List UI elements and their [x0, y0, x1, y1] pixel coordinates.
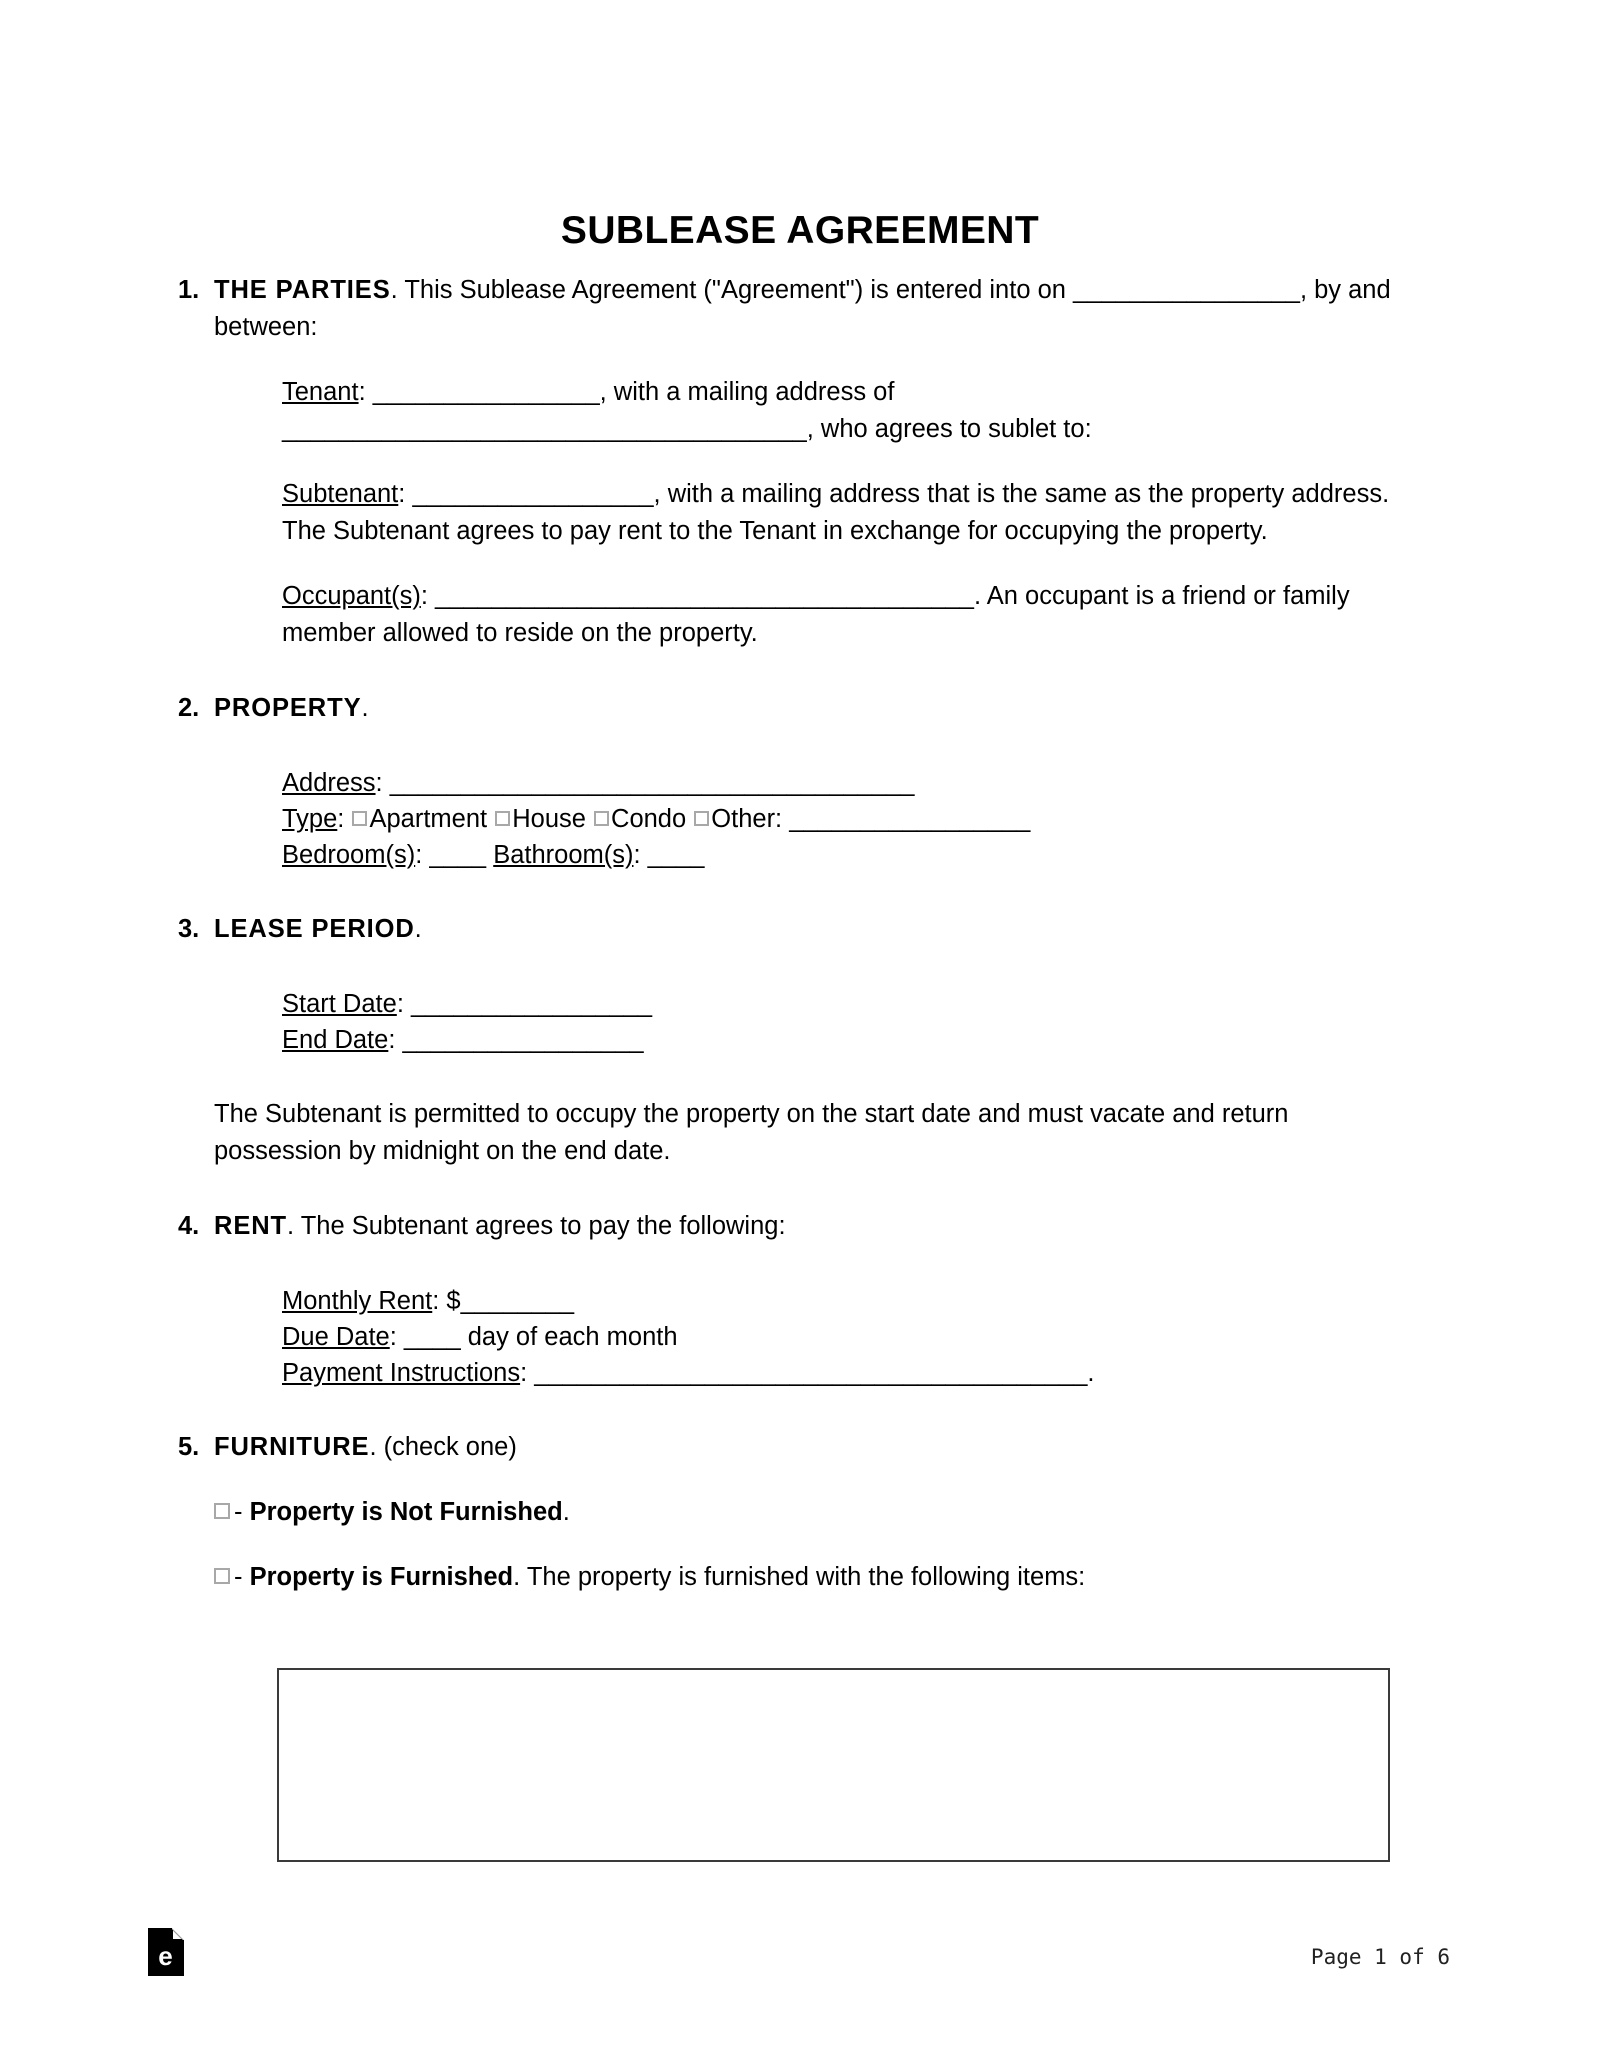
- section-number-3: 3.: [178, 915, 200, 943]
- section-furniture-intro: . (check one): [369, 1433, 517, 1461]
- monthly-rent-row: [282, 1283, 1403, 1319]
- occupant-fill-line[interactable]: : ______________________________________. An occupant is a friend or family member allowed to reside on the property.: [282, 582, 1350, 647]
- not-furnished-dash: -: [234, 1498, 250, 1526]
- type-colon: :: [337, 805, 345, 833]
- type-label: Type: [282, 805, 338, 833]
- payment-instructions-fill-line[interactable]: : _______________________________________.: [520, 1359, 1095, 1387]
- payment-instructions-row: [282, 1355, 1403, 1391]
- checkbox-condo[interactable]: [594, 811, 609, 826]
- not-furnished-label: Property is Not Furnished: [249, 1498, 563, 1526]
- bathrooms-label: Bathroom(s): [493, 841, 634, 869]
- eforms-logo-icon: [148, 1928, 184, 1976]
- page-number: Page 1 of 6: [1310, 1945, 1450, 1969]
- end-date-row: [282, 1022, 1403, 1058]
- section-heading-the-parties: THE PARTIES: [214, 276, 391, 304]
- page-title: SUBLEASE AGREEMENT: [560, 209, 1040, 253]
- type-option-apartment: Apartment: [369, 805, 488, 833]
- monthly-rent-fill-line[interactable]: : $________: [432, 1287, 575, 1315]
- spacer: [178, 1058, 1403, 1096]
- occupant-block: [282, 578, 1403, 652]
- bedrooms-label: Bedroom(s): [282, 841, 416, 869]
- section-the-parties: [178, 272, 1403, 346]
- subtenant-block: [282, 476, 1403, 550]
- section-heading-lease-period: LEASE PERIOD: [214, 915, 415, 943]
- checkbox-other[interactable]: [694, 811, 709, 826]
- spacer: [178, 1531, 1403, 1559]
- monthly-rent-label: Monthly Rent: [282, 1287, 433, 1315]
- section-heading-rent: RENT: [214, 1212, 288, 1240]
- due-date-fill-line[interactable]: : ____ day of each month: [389, 1323, 678, 1351]
- section-rent-intro: . The Subtenant agrees to pay the following:: [287, 1212, 786, 1240]
- payment-instructions-label: Payment Instructions: [282, 1359, 521, 1387]
- due-date-label: Due Date: [282, 1323, 390, 1351]
- section-number-2: 2.: [178, 694, 200, 722]
- spacer: [178, 1245, 1403, 1283]
- bedrooms-fill-line[interactable]: : ____: [415, 841, 487, 869]
- section-number-1: 1.: [178, 276, 200, 304]
- section-lease-period: [178, 911, 1403, 948]
- section-property: [178, 690, 1403, 727]
- section-heading-furniture: FURNITURE: [214, 1433, 370, 1461]
- lease-period-paragraph: The Subtenant is permitted to occupy the property on the start date and must vacate and return possession by midnight on the end date.: [214, 1100, 1289, 1165]
- furnished-dash: -: [234, 1563, 250, 1591]
- type-other-fill-line[interactable]: _________________: [789, 805, 1031, 833]
- section-number-5: 5.: [178, 1433, 200, 1461]
- property-type-row: [282, 801, 1403, 837]
- spacer: [178, 727, 1403, 765]
- spacer: [178, 1391, 1403, 1429]
- section-number-4: 4.: [178, 1212, 200, 1240]
- section-heading-property: PROPERTY: [214, 694, 362, 722]
- checkbox-not-furnished[interactable]: [214, 1503, 230, 1519]
- tenant-fill-line[interactable]: : ________________, with a mailing address of _____________________________________, who agrees to sublet to:: [282, 378, 1092, 443]
- address-fill-line[interactable]: : _____________________________________: [375, 769, 915, 797]
- subtenant-label: Subtenant: [282, 480, 399, 508]
- furnished-items-textbox[interactable]: [277, 1668, 1390, 1862]
- checkbox-house[interactable]: [495, 811, 510, 826]
- spacer: [178, 346, 1403, 374]
- type-option-condo: Condo: [611, 805, 687, 833]
- end-date-fill-line[interactable]: : _________________: [388, 1026, 644, 1054]
- not-furnished-suffix: .: [562, 1498, 570, 1526]
- subtenant-fill-line[interactable]: : _________________, with a mailing address that is the same as the property address. The Subtenant agrees to pay rent to the Tenant in exchange for occupying the property.: [282, 480, 1390, 545]
- spacer: [178, 448, 1403, 476]
- type-option-house: House: [512, 805, 586, 833]
- section-property-suffix: .: [361, 694, 369, 722]
- checkbox-furnished[interactable]: [214, 1568, 230, 1584]
- spacer: [178, 948, 1403, 986]
- start-date-row: [282, 986, 1403, 1022]
- section-furniture: [178, 1429, 1403, 1466]
- furnished-suffix: . The property is furnished with the following items:: [513, 1563, 1086, 1591]
- start-date-label: Start Date: [282, 990, 397, 1018]
- due-date-row: [282, 1319, 1403, 1355]
- section-the-parties-intro: . This Sublease Agreement ("Agreement") is entered into on ________________, by and between:: [214, 276, 1391, 341]
- start-date-fill-line[interactable]: : _________________: [396, 990, 653, 1018]
- type-option-other: Other:: [711, 805, 783, 833]
- spacer: [178, 652, 1403, 690]
- spacer: [178, 873, 1403, 911]
- occupant-label: Occupant(s): [282, 582, 421, 610]
- section-rent: [178, 1208, 1403, 1245]
- spacer: [178, 1466, 1403, 1494]
- tenant-block: [282, 374, 1403, 448]
- furnished-label: Property is Furnished: [249, 1563, 514, 1591]
- eforms-logo-letter: e: [158, 1941, 173, 1971]
- furniture-option-furnished[interactable]: [214, 1559, 1403, 1596]
- checkbox-apartment[interactable]: [352, 811, 367, 826]
- furniture-option-not-furnished[interactable]: [214, 1494, 1403, 1531]
- section-lease-period-suffix: .: [414, 915, 422, 943]
- bathrooms-fill-line[interactable]: : ____: [633, 841, 705, 869]
- end-date-label: End Date: [282, 1026, 389, 1054]
- address-label: Address: [282, 769, 376, 797]
- property-address-row: [282, 765, 1403, 801]
- tenant-label: Tenant: [282, 378, 359, 406]
- property-rooms-row: [282, 837, 1403, 873]
- spacer: [178, 1170, 1403, 1208]
- spacer: [178, 550, 1403, 578]
- document-body: [178, 272, 1403, 1596]
